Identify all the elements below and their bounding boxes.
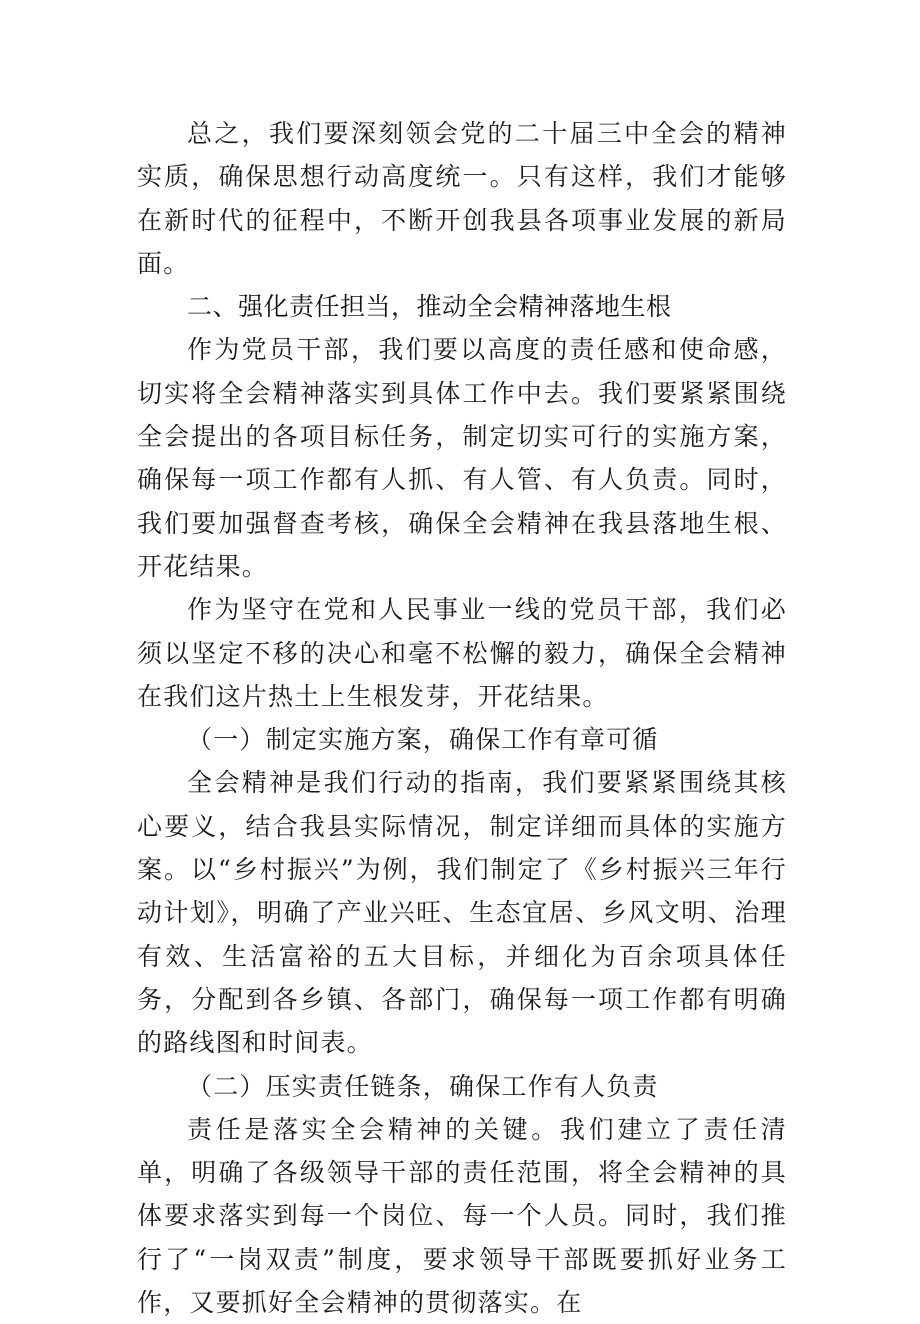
paragraph-responsibility: 作为党员干部，我们要以高度的责任感和使命感，切实将全会精神落实到具体工作中去。我们要紧紧围绕全会提出的各项目标任务，制定切实可行的实施方案，确保每一项工作都有人抓、有人管、有人负责。同时，我们要加强督查考核，确保全会精神在我县落地生根、开花结果。 bbox=[137, 335, 787, 581]
paragraph-implementation-plan: 全会精神是我们行动的指南，我们要紧紧围绕其核心要义，结合我县实际情况，制定详细而具体的实施方案。以“乡村振兴”为例，我们制定了《乡村振兴三年行动计划》，明确了产业兴旺、生态宜居、乡风文明、治理有效、生活富裕的五大目标，并细化为百余项具体任务，分配到各乡镇、各部门，确保每一项工作都有明确的路线图和时间表。 bbox=[137, 768, 787, 1058]
subheading-2: （二）压实责任链条，确保工作有人负责 bbox=[187, 1071, 659, 1101]
paragraph-conclusion: 总之，我们要深刻领会党的二十届三中全会的精神实质，确保思想行动高度统一。只有这样，我们才能够在新时代的征程中，不断开创我县各项事业发展的新局面。 bbox=[137, 119, 787, 278]
paragraph-responsibility-chain: 责任是落实全会精神的关键。我们建立了责任清单，明确了各级领导干部的责任范围，将全会精神的具体要求落实到每一个岗位、每一个人员。同时，我们推行了“一岗双责”制度，要求领导干部既要抓好业务工作，又要抓好全会精神的贯彻落实。在 bbox=[137, 1114, 787, 1318]
document-body bbox=[137, 112, 787, 1324]
subheading-1: （一）制定实施方案，确保工作有章可循 bbox=[187, 725, 659, 755]
section-heading-2: 二、强化责任担当，推动全会精神落地生根 bbox=[187, 292, 672, 322]
paragraph-determination: 作为坚守在党和人民事业一线的党员干部，我们必须以坚定不移的决心和毫不松懈的毅力，确保全会精神在我们这片热土上生根发芽，开花结果。 bbox=[137, 595, 787, 711]
